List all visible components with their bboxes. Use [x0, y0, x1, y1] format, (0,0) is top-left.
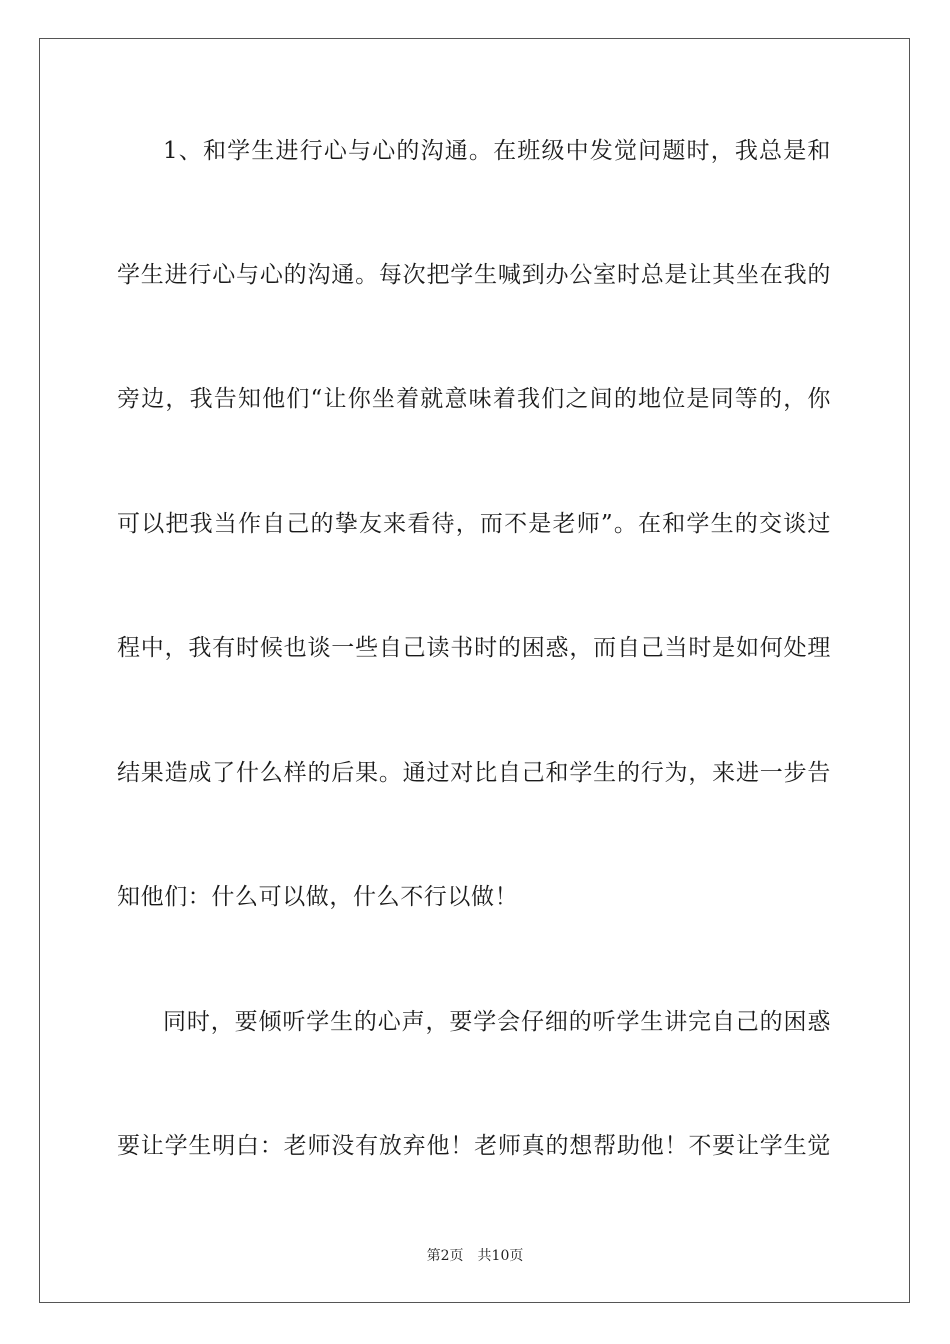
- paragraph-1-line-3: 旁边，我告知他们“让你坐着就意味着我们之间的地位是同等的，你: [117, 386, 831, 412]
- paragraph-1-line-7: 知他们：什么可以做，什么不行以做！: [117, 884, 519, 910]
- page-number-footer: 第2页 共10页: [426, 1248, 524, 1264]
- paragraph-1-line-4: 可以把我当作自己的挚友来看待，而不是老师”。在和学生的交谈过: [117, 511, 831, 537]
- paragraph-2-line-1: 同时，要倾听学生的心声，要学会仔细的听学生讲完自己的困惑: [163, 1009, 831, 1035]
- page-border: [39, 38, 910, 1303]
- paragraph-1-line-2: 学生进行心与心的沟通。每次把学生喊到办公室时总是让其坐在我的: [117, 262, 831, 288]
- paragraph-1-line-5: 程中，我有时候也谈一些自己读书时的困惑，而自己当时是如何处理: [117, 635, 831, 661]
- paragraph-2-line-2: 要让学生明白：老师没有放弃他！老师真的想帮助他！不要让学生觉: [117, 1133, 831, 1159]
- paragraph-1-line-6: 结果造成了什么样的后果。通过对比自己和学生的行为，来进一步告: [117, 760, 831, 786]
- paragraph-1-line-1: 1、和学生进行心与心的沟通。在班级中发觉问题时，我总是和: [163, 138, 831, 164]
